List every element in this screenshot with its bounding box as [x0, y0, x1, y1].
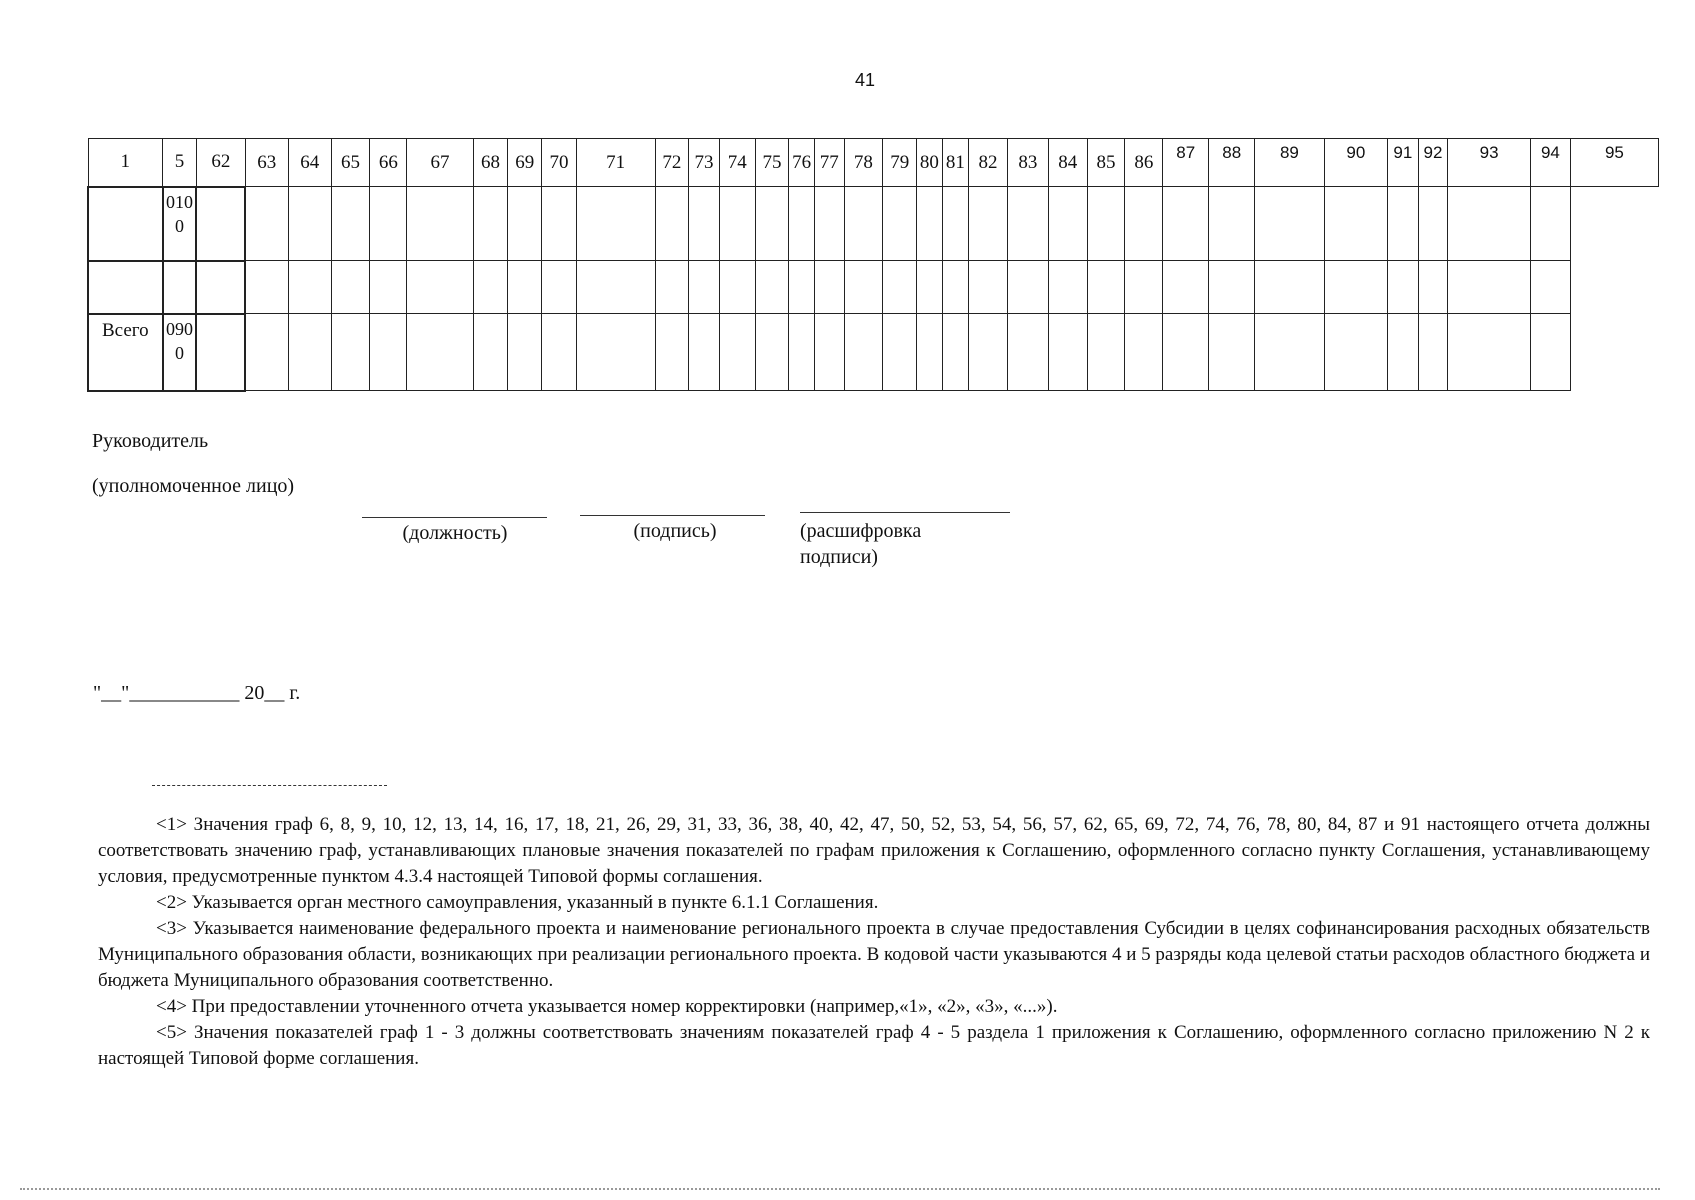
table-cell [508, 314, 542, 391]
table-cell [1448, 314, 1531, 391]
table-cell [542, 314, 577, 391]
table-cell [789, 187, 815, 261]
report-table [87, 138, 1659, 392]
table-cell [331, 187, 370, 261]
table-cell [1324, 187, 1387, 261]
column-header: 80 [917, 139, 943, 187]
table-cell [1209, 314, 1255, 391]
table-cell [719, 314, 755, 391]
table-cell [508, 187, 542, 261]
column-header: 92 [1418, 139, 1448, 187]
row-code: 0100 [163, 187, 197, 261]
table-cell [1531, 314, 1571, 391]
table-cell [719, 261, 755, 314]
table-cell [370, 261, 407, 314]
table-cell [1163, 314, 1209, 391]
table-row [88, 187, 1659, 261]
footnote-1: <1> Значения граф 6, 8, 9, 10, 12, 13, 14, 16, 17, 18, 21, 26, 29, 31, 33, 36, 38, 40, 42, 47, 50, 52, 53, 54, 56, 57, 62, 65, 69, 72, 74, 76, 78, 80, 84, 87 и 91 настоящего отчета должны соответствовать значению граф, устанавливающих плановые значения показателей по графам приложения к Соглашению, оформленного согласно пункту Соглашения, устанавливающему условия, предусмотренные пунктом 4.3.4 настоящей Типовой формы соглашения. [98, 814, 1650, 887]
table-cell [942, 314, 969, 391]
table-cell [473, 187, 508, 261]
table-cell [1324, 261, 1387, 314]
table-cell [331, 314, 370, 391]
table-cell [1418, 187, 1448, 261]
column-header: 90 [1324, 139, 1387, 187]
table-cell [1163, 187, 1209, 261]
column-header: 91 [1388, 139, 1419, 187]
table-cell [370, 187, 407, 261]
table-cell [1125, 187, 1163, 261]
page-number: 41 [854, 70, 876, 90]
table-cell [942, 187, 969, 261]
column-header: 62 [196, 139, 245, 187]
table-cell [1209, 261, 1255, 314]
table-cell [755, 187, 789, 261]
table-cell [689, 261, 720, 314]
table-cell [883, 187, 917, 261]
head-label: Руководитель [92, 430, 209, 452]
table-header-row [88, 139, 1659, 187]
decoding-caption: (расшифровка подписи) [800, 520, 922, 568]
table-cell [883, 314, 917, 391]
column-header: 73 [689, 139, 720, 187]
row-code: 0900 [163, 314, 197, 391]
column-header: 93 [1448, 139, 1531, 187]
column-header: 95 [1570, 139, 1658, 187]
decoding-line [800, 512, 1010, 513]
column-header: 94 [1531, 139, 1571, 187]
table-cell [1388, 187, 1419, 261]
table-cell [407, 187, 473, 261]
table-cell [917, 261, 943, 314]
table-cell [576, 261, 655, 314]
table-cell [245, 187, 288, 261]
table-row [88, 261, 1659, 314]
footnote-3: <3> Указывается наименование федерального проекта и наименование регионального проекта в случае предоставления Субсидии в целях софинансирования расходных обязательств Муниципального образования области, возникающих при реализации регионального проекта. В кодовой части указываются 4 и 5 разряды кода целевой статьи расходов областного бюджета и бюджета Муниципального образования соответственно. [98, 918, 1650, 991]
table-cell [655, 261, 689, 314]
footnote-4: <4> При предоставлении уточненного отчета указывается номер корректировки (например,«1», «2», «3», «...»). [156, 996, 1058, 1017]
column-header: 83 [1007, 139, 1048, 187]
table-cell [473, 314, 508, 391]
column-header: 67 [407, 139, 473, 187]
table-cell [844, 261, 883, 314]
column-header: 85 [1087, 139, 1125, 187]
table-cell [917, 187, 943, 261]
table-cell [844, 314, 883, 391]
table-cell [1087, 187, 1125, 261]
table-cell [789, 314, 815, 391]
signature-caption: (подпись) [633, 520, 717, 542]
table-cell [719, 187, 755, 261]
column-header: 74 [719, 139, 755, 187]
table-cell [789, 261, 815, 314]
table-cell [1007, 314, 1048, 391]
table-cell [1255, 314, 1324, 391]
table-cell [942, 261, 969, 314]
table-cell [969, 314, 1008, 391]
table-cell [1087, 314, 1125, 391]
column-header: 78 [844, 139, 883, 187]
table-cell [1209, 187, 1255, 261]
table-cell [969, 187, 1008, 261]
table-cell [1418, 314, 1448, 391]
column-header: 70 [542, 139, 577, 187]
column-header: 1 [88, 139, 163, 187]
table-cell [1007, 261, 1048, 314]
date-line: "__"___________ 20__ г. [93, 682, 301, 704]
column-header: 72 [655, 139, 689, 187]
footnote-5: <5> Значения показателей граф 1 - 3 должны соответствовать значениям показателей граф 4 - 5 раздела 1 приложения к Соглашению, оформленного согласно приложению N 2 к настоящей Типовой форме соглашения. [98, 1022, 1650, 1069]
column-header: 86 [1125, 139, 1163, 187]
column-header: 84 [1048, 139, 1087, 187]
table-cell [1531, 187, 1571, 261]
table-cell [1324, 314, 1387, 391]
column-header: 65 [331, 139, 370, 187]
table-cell [1125, 314, 1163, 391]
table-cell [245, 314, 288, 391]
table-cell [755, 261, 789, 314]
table-cell [883, 261, 917, 314]
column-header: 71 [576, 139, 655, 187]
table-cell [196, 261, 245, 314]
table-cell [542, 187, 577, 261]
column-header: 68 [473, 139, 508, 187]
column-header: 69 [508, 139, 542, 187]
table-cell [814, 314, 844, 391]
table-cell [1531, 261, 1571, 314]
table-cell [1087, 261, 1125, 314]
table-cell [331, 261, 370, 314]
table-cell [1448, 187, 1531, 261]
column-header: 88 [1209, 139, 1255, 187]
column-header: 66 [370, 139, 407, 187]
table-cell [576, 187, 655, 261]
row-code [163, 261, 197, 314]
table-cell [655, 187, 689, 261]
column-header: 77 [814, 139, 844, 187]
column-header: 81 [942, 139, 969, 187]
table-cell [969, 261, 1008, 314]
table-cell [196, 187, 245, 261]
table-cell [288, 314, 331, 391]
column-header: 79 [883, 139, 917, 187]
table-cell [1048, 187, 1087, 261]
table-cell [814, 261, 844, 314]
table-cell [1048, 261, 1087, 314]
scan-edge [20, 1188, 1660, 1194]
row-label [88, 187, 163, 261]
table-cell [689, 314, 720, 391]
position-line [362, 517, 547, 518]
footnotes [98, 812, 1650, 1072]
position-caption: (должность) [402, 522, 508, 544]
footnote-separator [152, 785, 387, 786]
table-cell [1448, 261, 1531, 314]
table-cell [1048, 314, 1087, 391]
table-cell [196, 314, 245, 391]
table-cell [1007, 187, 1048, 261]
table-cell [814, 187, 844, 261]
authorized-person-label: (уполномоченное лицо) [92, 475, 295, 497]
signature-line [580, 515, 765, 516]
column-header: 89 [1255, 139, 1324, 187]
table-cell [370, 314, 407, 391]
column-header: 75 [755, 139, 789, 187]
table-cell [1418, 261, 1448, 314]
table-cell [1163, 261, 1209, 314]
table-cell [844, 187, 883, 261]
table-cell [542, 261, 577, 314]
table-cell [508, 261, 542, 314]
table-cell [407, 314, 473, 391]
table-cell [755, 314, 789, 391]
column-header: 64 [288, 139, 331, 187]
table-cell [917, 314, 943, 391]
column-header: 82 [969, 139, 1008, 187]
row-label [88, 261, 163, 314]
table-cell [1255, 261, 1324, 314]
table-cell [288, 261, 331, 314]
table-cell [655, 314, 689, 391]
table-cell [473, 261, 508, 314]
table-cell [1125, 261, 1163, 314]
table-cell [689, 187, 720, 261]
table-row-total [88, 314, 1659, 391]
table-cell [245, 261, 288, 314]
table-cell [576, 314, 655, 391]
table-cell [1388, 314, 1419, 391]
table-cell [288, 187, 331, 261]
row-label: Всего [88, 314, 163, 391]
table-cell [407, 261, 473, 314]
table-cell [1388, 261, 1419, 314]
table-cell [1255, 187, 1324, 261]
column-header: 5 [163, 139, 197, 187]
column-header: 87 [1163, 139, 1209, 187]
footnote-2: <2> Указывается орган местного самоуправления, указанный в пункте 6.1.1 Соглашения. [156, 892, 879, 913]
column-header: 63 [245, 139, 288, 187]
column-header: 76 [789, 139, 815, 187]
